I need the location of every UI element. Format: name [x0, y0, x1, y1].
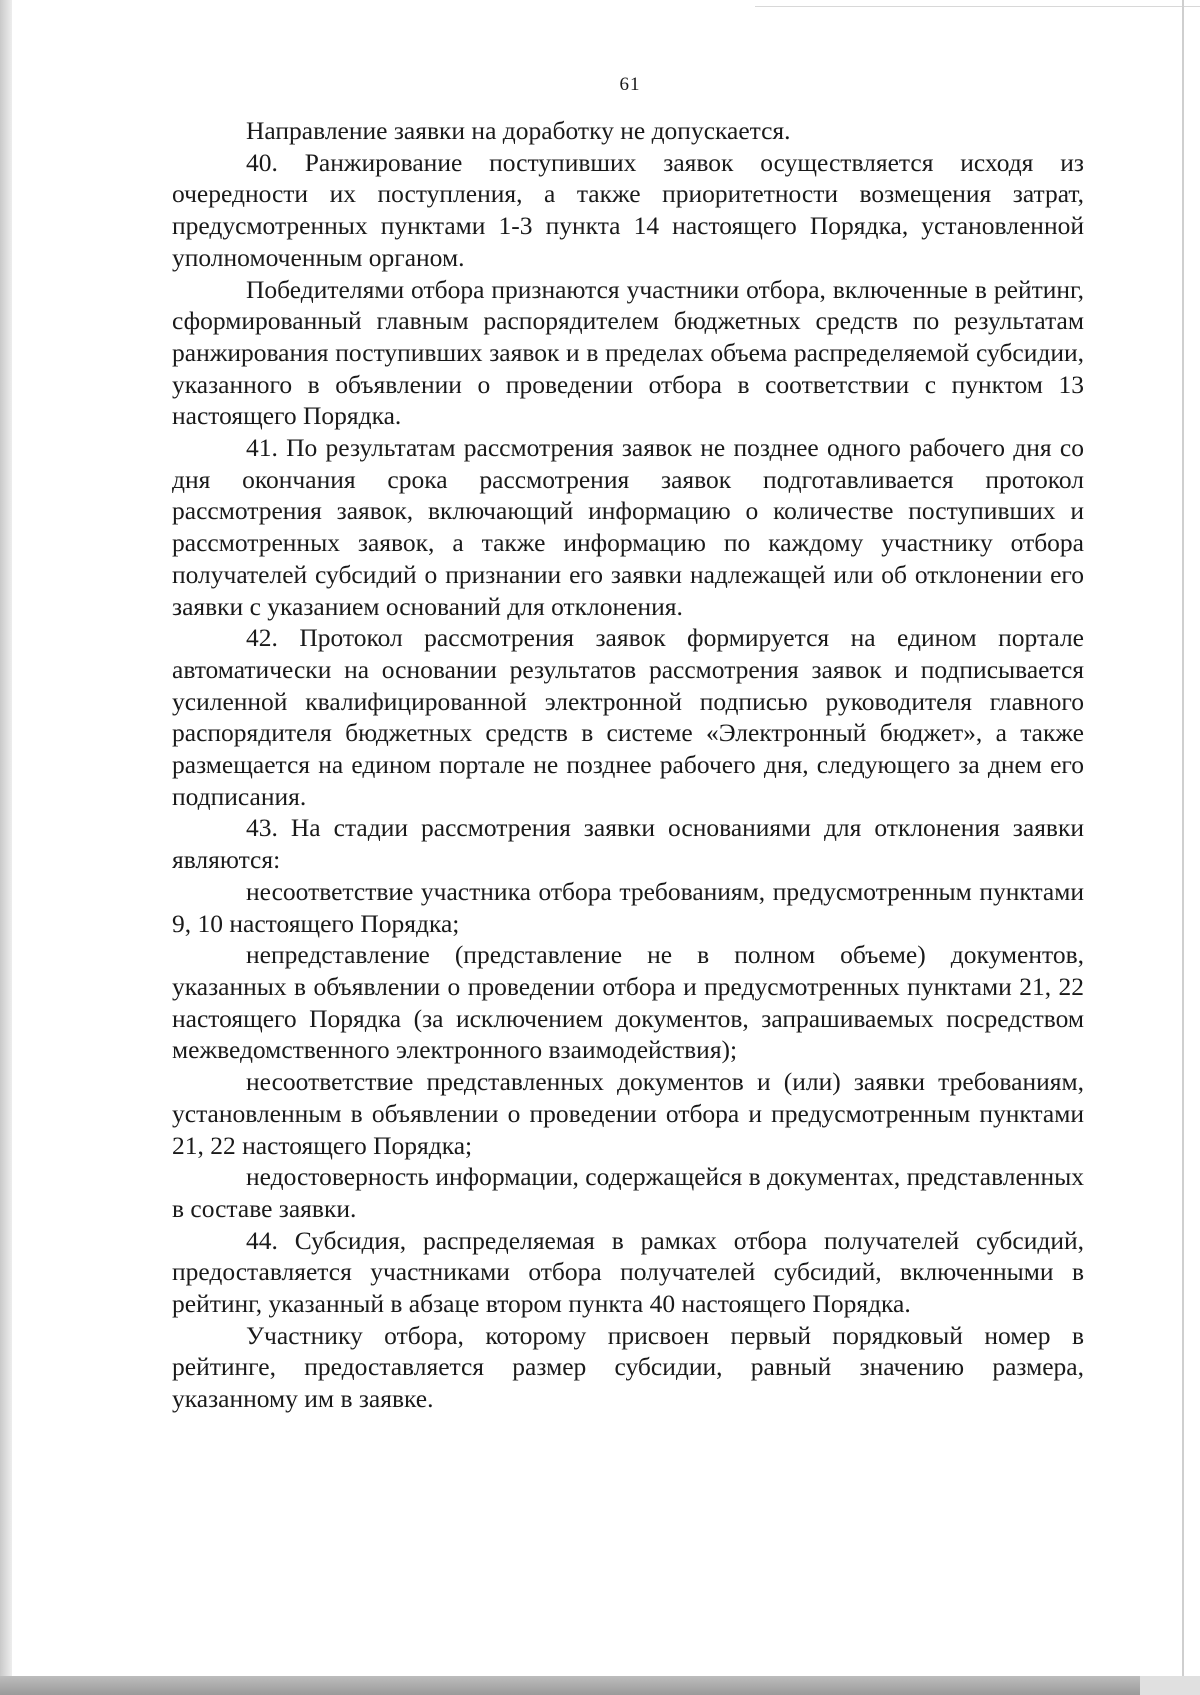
- paragraph-rework-not-allowed: Направление заявки на доработку не допускается.: [246, 116, 791, 145]
- paragraph-41-protocol: 41. По результатам рассмотрения заявок не позднее одного рабочего дня со дня окончания срока рассмотрения заявок подготавливается протокол рассмотрения заявок, включающий информацию о количестве поступивших и рассмотренных заявок, а также информацию по каждому участнику отбора получателей субсидий о признании его заявки надлежащей или об отклонении его заявки с указанием оснований для отклонения.: [172, 433, 1084, 621]
- list-item-unreliable-information: недостоверность информации, содержащейся в документах, представленных в составе заявки.: [172, 1162, 1084, 1223]
- paragraph-first-rank-participant: Участнику отбора, которому присвоен первый порядковый номер в рейтинге, предоставляется размер субсидии, равный значению размера, указанному им в заявке.: [172, 1320, 1084, 1414]
- paragraph-43-rejection-grounds: 43. На стадии рассмотрения заявки основаниями для отклонения заявки являются:: [172, 813, 1084, 875]
- scan-left-edge: [0, 0, 12, 1695]
- list-item-noncompliance-participant: несоответствие участника отбора требованиям, предусмотренным пунктами 9, 10 настоящего Порядка;: [172, 876, 1084, 938]
- page-number: 61: [619, 74, 641, 95]
- scan-top-line: [755, 6, 1200, 7]
- paragraph-44-subsidy: 44. Субсидия, распределяемая в рамках отбора получателей субсидий, предоставляется участниками отбора получателей субсидий, включенными в рейтинг, указанный в абзаце втором пункта 40 настоящего Порядка.: [172, 1225, 1084, 1319]
- paragraph-winners: Победителями отбора признаются участники отбора, включенные в рейтинг, сформированный главным распорядителем бюджетных средств по результатам ранжирования поступивших заявок и в пределах объема распределяемой субсидии, указанного в объявлении о проведении отбора в соответствии с пунктом 13 настоящего Порядка.: [172, 274, 1084, 431]
- list-item-nonsubmission-documents: непредставление (представление не в полном объеме) документов, указанных в объявлении о проведении отбора и предусмотренных пунктами 21, 22 настоящего Порядка (за исключением документов, запрашиваемых посредством межведомственного электронного взаимодействия);: [172, 940, 1084, 1065]
- scan-bottom-band: [0, 1676, 1200, 1695]
- scan-bottom-light: [1140, 1676, 1200, 1695]
- paragraph-42-protocol-formation: 42. Протокол рассмотрения заявок формируется на едином портале автоматически на основании результатов рассмотрения заявок и подписывается усиленной квалифицированной электронной подписью руководителя главного распорядителя бюджетных средств в системе «Электронный бюджет», а также размещается на едином портале не позднее рабочего дня, следующего за днем его подписания.: [172, 623, 1084, 811]
- document-body: [172, 115, 1084, 1415]
- scan-right-edge: [1182, 0, 1184, 1695]
- paragraph-40-ranking: 40. Ранжирование поступивших заявок осуществляется исходя из очередности их поступления, а также приоритетности возмещения затрат, предусмотренных пунктами 1-3 пункта 14 настоящего Порядка, установленной уполномоченным органом.: [172, 147, 1084, 272]
- list-item-noncompliance-documents: несоответствие представленных документов и (или) заявки требованиям, установленным в объявлении о проведении отбора и предусмотренным пунктами 21, 22 настоящего Порядка;: [172, 1067, 1084, 1160]
